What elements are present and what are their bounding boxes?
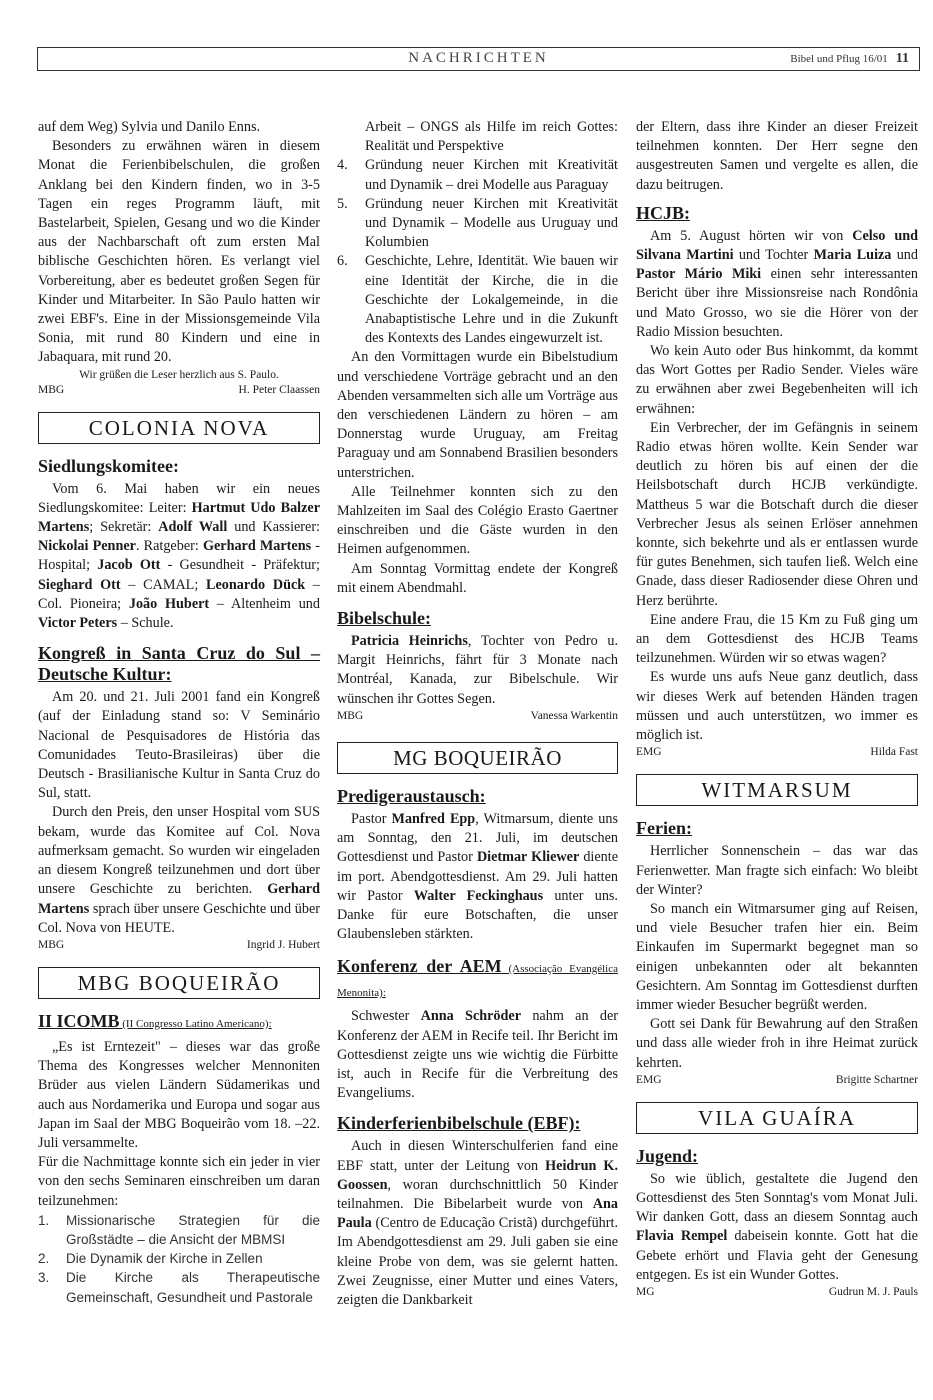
subheading: Bibelschule: (337, 608, 432, 629)
column-1 (38, 118, 320, 1307)
page-number: 11 (895, 51, 909, 66)
paragraph: der Eltern, dass ihre Kinder an dieser Freizeit teilnehmen konnten. Der Herr segne den ausgestreuten Samen und vergelte es allen, die dazu beitrugen. (636, 119, 918, 193)
list-item: 2. Die Dynamik der Kirche in Zellen (38, 1251, 263, 1267)
paragraph: Wo kein Auto oder Bus hinkommt, da kommt das Wort Gottes per Radio Sender. Vieles wäre zu erwähnen aber zwei Begebenheiten will ich erwähnen: (636, 343, 918, 417)
paragraph: Besonders zu erwähnen wären in diesem Monat die Ferienbibelschulen, die großen Anklang bei den Kindern finden, wo in 3-5 Tagen ein reges Programm läuft, mit Bastelarbeit, Spielen, Gesang und wo die Kinder aus der Nachbarschaft oft zum ersten Mal biblische Geschichten hören. Es verlangt viel Vorbereitung, aber es bedeutet großen Segen für Kinder und Mitarbeiter. In São Paulo hatten wir zwei EBF's. Eine in der Missionsgemeinde Vila Sonia, mit rund 80 Kindern und eine in Jabaquara, mit rund 20. (38, 138, 320, 366)
seminar-list (337, 156, 618, 348)
signature-church: MG (636, 1285, 655, 1298)
section-title: NACHRICHTEN (408, 50, 549, 66)
publication-info (790, 51, 909, 67)
signature-author: Gudrun M. J. Pauls (828, 1285, 918, 1298)
section-box-vila-guaira: VILA GUAÍRA (636, 1102, 918, 1134)
subheading: Predigeraustausch: (337, 785, 486, 806)
signature-author: Vanessa Warkentin (530, 709, 618, 722)
paragraph: Am 5. August hörten wir von Celso und Silvana Martini und Tochter Maria Luiza und Pastor Mário Miki einen sehr interessanten Bericht über ihre Missionsreise nach Rondônia und Mato Grosso, wo sie die Hörer von der Radio Mission besuchten. (636, 227, 919, 340)
subheading: Ferien: (636, 818, 692, 839)
section-box-mg-boqueirao: MG BOQUEIRÃO (337, 742, 618, 774)
signature (38, 383, 320, 398)
signature-author: Brigitte Schartner (835, 1073, 918, 1086)
greeting: Wir grüßen die Leser herzlich aus S. Paulo. (79, 368, 279, 381)
section-box-colonia-nova: COLONIA NOVA (38, 412, 320, 444)
signature-church: MBG (38, 938, 65, 951)
signature (636, 745, 918, 760)
paragraph: Pastor Manfred Epp, Witmarsum, diente uns am Sonntag, den 21. Juli, im deutschen Gottesdienst und Pastor Dietmar Kliewer diente im port. Abendgottesdienst. Am 29. Juli hatten wir Pastor Walter Feckinghaus unter uns. Danke für eure Botschaften, die unser Glaubensleben stärkten. (337, 810, 619, 943)
list-item: 6. Geschichte, Lehre, Identität. Wie bauen wir eine Identität der Kirche, die in die Geschichte der Lokalgemeinde, in die Anabaptistische Lehre und in die Zukunft des Kontexts des Landes eingewurzelt ist. (337, 253, 618, 347)
signature-church: MBG (38, 383, 65, 396)
signature-author: H. Peter Claassen (238, 383, 320, 396)
paragraph: Herrlicher Sonnenschein – das war das Ferienwetter. Man fragte sich einfach: Wo bleibt der Winter? (636, 843, 918, 898)
paragraph: Alle Teilnehmer konnten sich zu den Mahlzeiten im Saal des Colégio Erasto Gaertner einschreiben und die Gäste wurden in den Heimen aufgenommen. (337, 483, 618, 558)
page-header (37, 47, 920, 71)
paragraph: Auch in diesen Winterschulferien fand eine EBF statt, unter der Leitung von Heidrun K. Goossen, woran durchschnittlich 50 Kinder teilnahmen. Die Bibelarbeit wurde von Ana Paula (Centro de Educação Cristã) durchgeführt. Im Abendgottesdienst am 29. Juli gaben sie eine kleine Probe von dem, was sie gelernt hatten. Zwei Zeugnisse, einer Mutter und eines Vaters, zeigten die Dankbarkeit (337, 1138, 619, 1308)
paragraph: Am 20. und 21. Juli 2001 fand ein Kongreß (auf der Einladung stand so: V Seminário Nacional de Pesquisadores de História das Comunidades Teuto-Brasileiras) über die Deutsch - Brasilianische Kultur in Santa Cruz do Sul, statt. (38, 689, 320, 802)
paragraph: So wie üblich, gestaltete die Jugend den Gottesdienst des 5ten Sonntag's vom Monat Juli. Wir danken Gott, dass an diesem Sonntag auch Flavia Rempel dabeisein konnte. Gott hat die Gebete erhört und Flavia geht der Genesung entgegen. Es ist ein Wunder Gottes. (636, 1170, 918, 1283)
column-2 (337, 118, 618, 1310)
paragraph: Gott sei Dank für Bewahrung auf den Straßen und dass alle wieder froh in ihre Heimat zurück kehrten. (636, 1016, 918, 1071)
list-item: 5. Gründung neuer Kirchen mit Kreativität und Dynamik – Modelle aus Uruguay und Kolumbien (337, 195, 618, 251)
signature-church: EMG (636, 746, 662, 759)
list-item: 4. Gründung neuer Kirchen mit Kreativität und Dynamik – drei Modelle aus Paraguay (337, 157, 618, 193)
section-box-mbg-boqueirao: MBG BOQUEIRÃO (38, 967, 320, 999)
list-item: 3. Die Kirche als Therapeutische Gemeinschaft, Gesundheit und Pastorale (38, 1270, 320, 1305)
paragraph: Für die Nachmittage konnte sich ein jeder in vier von den sechs Seminaren einschreiben um daran teilzunehmen: (38, 1154, 320, 1209)
list-continuation: Arbeit – ONGS als Hilfe im reich Gottes: Realität und Perspektive (365, 119, 618, 155)
section-box-witmarsum: WITMARSUM (636, 774, 918, 806)
paragraph: auf dem Weg) Sylvia und Danilo Enns. (38, 119, 261, 135)
list-item: 1. Missionarische Strategien für die Großstädte – die Ansicht der MBMSI (38, 1212, 320, 1247)
subheading: Kinderferienbibelschule (EBF): (337, 1113, 581, 1134)
subheading: II ICOMB (II Congresso Latino Americano): (38, 1010, 272, 1031)
paragraph: Patricia Heinrichs, Tochter von Pedro u. Margit Heinrichs, fährt für 3 Monate nach Montréal, Kanada, zur Bibelschule. Wir wünschen ihr Gottes Segen. (337, 633, 619, 707)
signature (337, 709, 618, 724)
paragraph: An den Vormittagen wurde ein Bibelstudium und verschiedene Vorträge gebracht und an den Abenden versammelten sich alle um Vorträge aus den verschiedenen Ländern zu hören – am Donnerstag wurde Uruguay, am Freitag Paraguay und am Sonnabend Brasilien besonders unterstrichen. (337, 349, 618, 481)
subheading: HCJB: (636, 202, 690, 223)
paragraph: Es wurde uns aufs Neue ganz deutlich, dass wir dieses Werk auf betenden Händen tragen müssen und auch unterstützen, wo immer es möglich ist. (636, 669, 918, 744)
signature-author: Ingrid J. Hubert (246, 938, 320, 951)
seminar-list (38, 1211, 320, 1307)
paragraph: Vom 6. Mai haben wir ein neues Siedlungskomitee: Leiter: Hartmut Udo Balzer Martens; Sekretär: Adolf Wall und Kassierer: Nickolai Penner. Ratgeber: Gerhard Martens - Hospital; Jacob Ott - Gesundheit - Präfektur; Sieghard Ott – CAMAL; Leonardo Dück – Col. Pioneira; João Hubert – Altenheim und Victor Peters – Schule. (38, 480, 320, 632)
signature (636, 1285, 918, 1300)
signature (636, 1073, 918, 1088)
paragraph: So manch ein Witmarsumer ging auf Reisen, und viele Besucher trafen hier ein. Beim Einkaufen im Supermarkt begegnet man so einigen unbekannten oder alt bekannten Gesichtern. Am Sonntag im Gottesdienst durften immer wieder Besucher begrüßt werden. (636, 900, 918, 1013)
signature-church: EMG (636, 1073, 662, 1086)
subheading: Jugend: (636, 1145, 699, 1166)
paragraph: Schwester Anna Schröder nahm an der Konferenz der AEM in Recife teil. Ihr Bericht im Gottesdienst zeigte uns wie wichtig die Fürbitte ist, auch in Recife für die Verbreitung des Evangeliums. (337, 1008, 618, 1102)
subheading: Kongreß in Santa Cruz do Sul – Deutsche Kultur: (38, 643, 320, 685)
paragraph: Am Sonntag Vormittag endete der Kongreß mit einem Abendmahl. (337, 560, 618, 596)
subheading: Konferenz der AEM (Associação Evangélica Menonita): (337, 956, 618, 1000)
signature (38, 938, 320, 953)
subheading: Siedlungskomitee: (38, 455, 180, 476)
signature-author: Hilda Fast (870, 746, 918, 759)
paragraph: Durch den Preis, den unser Hospital vom SUS bekam, wurde das Komitee auf Col. Nova aufmerksam gemacht. So wurden wir eingeladen an diesem Kongreß teilzunehmen und dort über unsere Geschichte zu berichten. Gerhard Martens sprach über unsere Geschichte und über Col. Nova von HEUTE. (38, 804, 320, 936)
column-3 (636, 118, 918, 1302)
paragraph: „Es ist Erntezeit" – dieses war das große Thema des Kongresses welcher Mennoniten Brüder aus vielen Ländern Südamerikas und auch aus Nordamerika und Europa und sogar aus Japan im Saal der MBG Boqueirão vom 18. –22. Juli versammelte. (38, 1038, 320, 1151)
signature-church: MBG (337, 709, 364, 722)
paragraph: Ein Verbrecher, der im Gefängnis in seinem Radio etwas hören wollte. Kein Sender war deutlich zu hören bis auf einen der die Heilsbotschaft durch HCJB verkündigte. Mattheus 5 war die Botschaft durch die dieser Verbrecher Jesus als seinen Erlöser annehmen konnte, sich bekehrte und als er entlassen wurde für gutes Benehmen, sich taufen ließ. Welch eine Gnade, dass dieser Radiosender diese Ohren und Herz berührte. (636, 419, 918, 609)
paragraph: Eine andere Frau, die 15 Km zu Fuß ging um an dem Gottesdienst des HCJB Teams teilzunehmen. Würden wir so etwas wagen? (636, 611, 918, 667)
publication-name: Bibel und Pflug 16/01 (790, 53, 888, 65)
